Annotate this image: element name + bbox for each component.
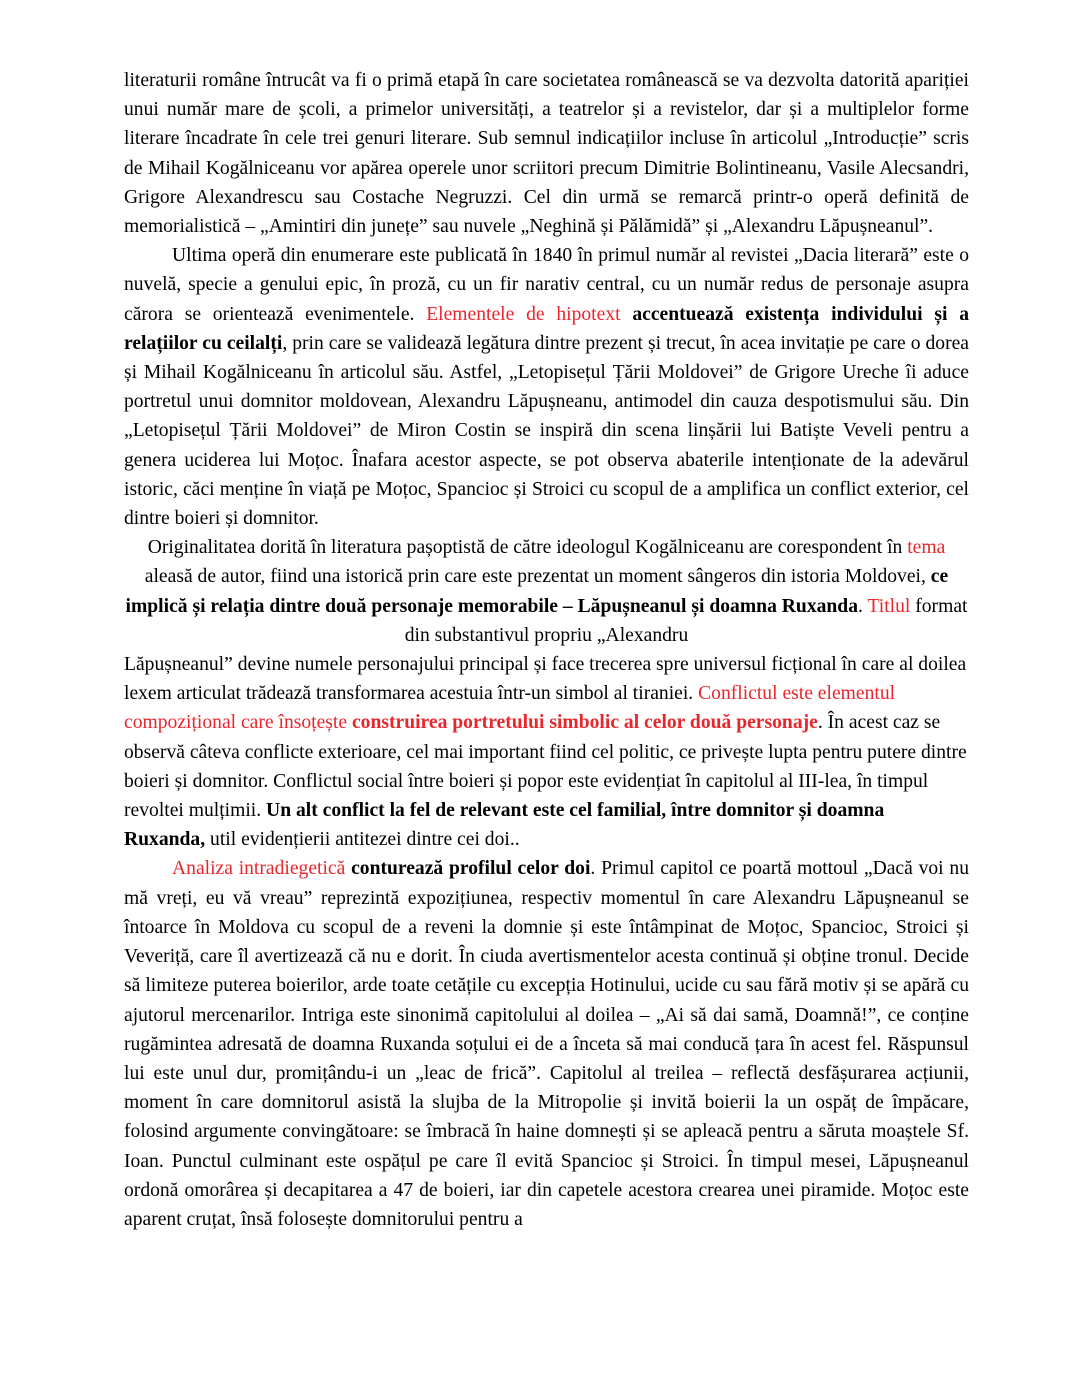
text-run-red-titlul: Titlul bbox=[867, 595, 911, 617]
text-run-red-elementele-de-hipotext: Elementele de hipotext bbox=[426, 303, 633, 325]
text-run: format din substantivul propriu „Alexandru bbox=[404, 595, 968, 646]
text-run-red-tema: tema bbox=[907, 537, 946, 559]
paragraph-originalitatea-centered bbox=[124, 533, 969, 650]
paragraph-ultima-opera bbox=[124, 241, 969, 533]
text-run-red-conflictul: Conflictul este elementul compozițional care însoțește bbox=[124, 683, 896, 734]
text-run: Lăpușneanul” devine numele personajului principal și face trecerea spre universul ficțional în care al doilea lexem articulat trădează transformarea acestuia într-un simbol al tiraniei. bbox=[124, 654, 967, 705]
text-run: util evidențierii antitezei dintre cei doi.. bbox=[205, 829, 520, 851]
text-run-bold-ce-implica: ce implică și relația dintre două personaje memorabile – Lăpușneanul și doamna Ruxanda bbox=[125, 566, 949, 617]
text-run-redbold-construirea-portretului: construirea portretului simbolic al celor două personaje bbox=[351, 712, 818, 734]
text-run: aleasă de autor, fiind una istorică prin care este prezentat un moment sângeros din istoria Moldovei, bbox=[144, 566, 931, 588]
text-run: . bbox=[858, 595, 868, 617]
text-run-bold-un-alt-conflict: Un alt conflict la fel de relevant este cel familial, între domnitor și doamna Ruxanda, bbox=[124, 800, 885, 851]
text-run-red-analiza-intradiegetica: Analiza intradiegetică bbox=[172, 858, 352, 880]
text-run: literaturii române întrucât va fi o primă etapă în care societatea românească se va dezvolta datorită apariției unui număr mare de școli, a primelor universități, a teatrelor și a revistelor, dar și a multiplelor forme literare încadrate în cele trei genuri literare. Sub semnul indicațiilor incluse în articolul „Introducție” scris de Mihail Kogălniceanu vor apărea operele unor scriitori precum Dimitrie Bolintineanu, Vasile Alecsandri, Grigore Alexandrescu sau Costache Negruzzi. Cel din urmă se remarcă printr-o operă definită de memorialistică – „Amintiri din junețe” sau nuvele „Neghină și Pălămidă” și „Alexandru Lăpușneanul”. bbox=[124, 70, 969, 238]
document-body bbox=[124, 66, 969, 1234]
text-run: , prin care se validează legătura dintre prezent și trecut, în acea invitație pe care o dorea și Mihail Kogălniceanu în articolul său. Astfel, „Letopisețul Țării Moldovei” de Grigore Ureche îi aduce portretul unui domnitor moldovean, Alexandru Lăpușneanu, antimodel din cauza despotismului său. Din „Letopisețul Țării Moldovei” de Miron Costin se inspiră din scena linșării lui Batiște Veveli pentru a genera uciderea lui Moțoc. Înafara acestor aspecte, se pot observa abaterile intenționate de la adevărul istoric, căci menține în viață pe Moțoc, Spancioc și Stroici cu scopul de a amplifica un conflict exterior, cel dintre boieri și domnitor. bbox=[124, 332, 970, 530]
text-run: . Primul capitol ce poartă mottoul „Dacă voi nu mă vreți, eu vă vreau” reprezintă expozițiunea, respectiv momentul în care Alexandru Lăpușneanul se întoarce în Moldova cu scopul de a reveni la domnie și este întâmpinat de Moțoc, Spancioc, Stroici și Veveriță, care îl avertizează că nu e dorit. În ciuda avertismentelor acesta continuă și obține tronul. Decide să limiteze puterea boierilor, arde toate cetățile cu excepția Hotinului, ucide cu sau fără motiv și se apără cu ajutorul mercenarilor. Intriga este sinonimă capitolului al doilea – „Ai să dai samă, Doamnă!”, ce conține rugămintea adresată de doamna Ruxanda soțului ei de a înceta să mai conducă țara în acest fel. Răspunsul lui este unul dur, promițându-i un „leac de frică”. Capitolul al treilea – reflectă desfășurarea acțiunii, moment în care domnitorul asistă la slujba de la Mitropolie și invită boierii la un ospăț de împăcare, folosind argumente convingătoare: se îmbracă în haine domnești și se apleacă pentru a săruta moaștele Sf. Ioan. Punctul culminant este ospățul pe care îl evită Spancioc și Stroici. În timpul mesei, Lăpușneanul ordonă omorârea și decapitarea a 47 de boieri, iar din capetele acestora crearea unei piramide. Moțoc este aparent cruțat, însă folosește domnitorului pentru a bbox=[124, 858, 969, 1230]
text-run: . În acest caz se observă câteva conflicte exterioare, cel mai important fiind cel politic, ce privește lupta pentru putere dintre boieri și domnitor. Conflictul social între boieri și popor este evidențiat în capitolul al III-lea, în timpul revoltei mulțimii. bbox=[124, 712, 967, 822]
paragraph-literaturii-romane bbox=[124, 66, 969, 241]
text-run-bold-contureaza-profilul: conturează profilul celor doi bbox=[351, 858, 591, 880]
paragraph-analiza-intradiegetica bbox=[124, 854, 969, 1234]
text-run: Ultima operă din enumerare este publicată în 1840 în primul număr al revistei „Dacia literară” este o nuvelă, specie a genului epic, în proză, cu un fir narativ central, cu un număr redus de personaje asupra cărora se orientează evenimentele. bbox=[124, 245, 969, 325]
paragraph-lapusneanul-left bbox=[124, 650, 969, 854]
text-run-bold-accentueaza: accentuează existența individului și a relațiilor cu ceilalți bbox=[124, 303, 969, 354]
text-run: Originalitatea dorită în literatura pașoptistă de către ideologul Kogălniceanu are corespondent în bbox=[147, 537, 908, 559]
